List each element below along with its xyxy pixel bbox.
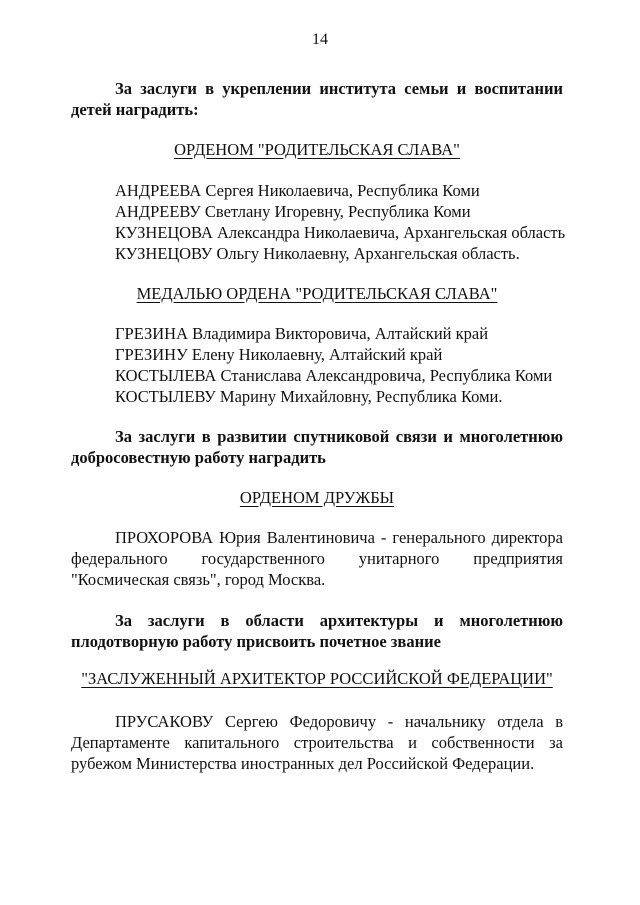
recipient-item: КОСТЫЛЕВУ Марину Михайловну, Республика Коми. [115,387,503,406]
decree-family-upbringing: За заслуги в укреплении института семьи и воспитании детей наградить: [71,79,563,119]
decree-architecture: За заслуги в области архитектуры и многолетнюю плодотворную работу присвоить почетное звание [71,611,563,651]
award-title-honored-architect: "ЗАСЛУЖЕННЫЙ АРХИТЕКТОР РОССИЙСКОЙ ФЕДЕРАЦИИ" [81,669,553,688]
recipient-item: КОСТЫЛЕВА Станислава Александровича, Республика Коми [115,366,553,385]
recipient-item: ГРЕЗИНУ Елену Николаевну, Алтайский край [115,345,443,364]
award-title-order-parental-glory: ОРДЕНОМ "РОДИТЕЛЬСКАЯ СЛАВА" [174,140,460,159]
decree-satellite-communication: За заслуги в развитии спутниковой связи и многолетнюю добросовестную работу наградить [71,427,563,467]
recipient-item: АНДРЕЕВА Сергея Николаевича, Республика Коми [115,181,480,200]
recipient-paragraph-prusakov: ПРУСАКОВУ Сергею Федоровичу - начальнику отдела в Департаменте капитального строительства и собственности за рубежом Министерства иностранных дел Российской Федерации. [71,712,563,773]
recipient-list-medal-parental-glory [71,323,607,407]
award-title-order-of-friendship: ОРДЕНОМ ДРУЖБЫ [239,488,395,507]
recipient-paragraph-prokhorov: ПРОХОРОВА Юрия Валентиновича - генерального директора федерального государственного унитарного предприятия "Космическая связь", город Москва. [71,528,563,589]
recipient-item: КУЗНЕЦОВА Александра Николаевича, Архангельская область [115,223,566,242]
page-number: 14 [312,31,328,48]
recipient-item: ГРЕЗИНА Владимира Викторовича, Алтайский край [115,324,489,343]
recipient-item: КУЗНЕЦОВУ Ольгу Николаевну, Архангельская область. [115,244,520,263]
recipient-list-order-parental-glory [71,180,607,264]
recipient-item: АНДРЕЕВУ Светлану Игоревну, Республика Коми [115,202,471,221]
award-title-medal-parental-glory: МЕДАЛЬЮ ОРДЕНА "РОДИТЕЛЬСКАЯ СЛАВА" [136,284,498,303]
